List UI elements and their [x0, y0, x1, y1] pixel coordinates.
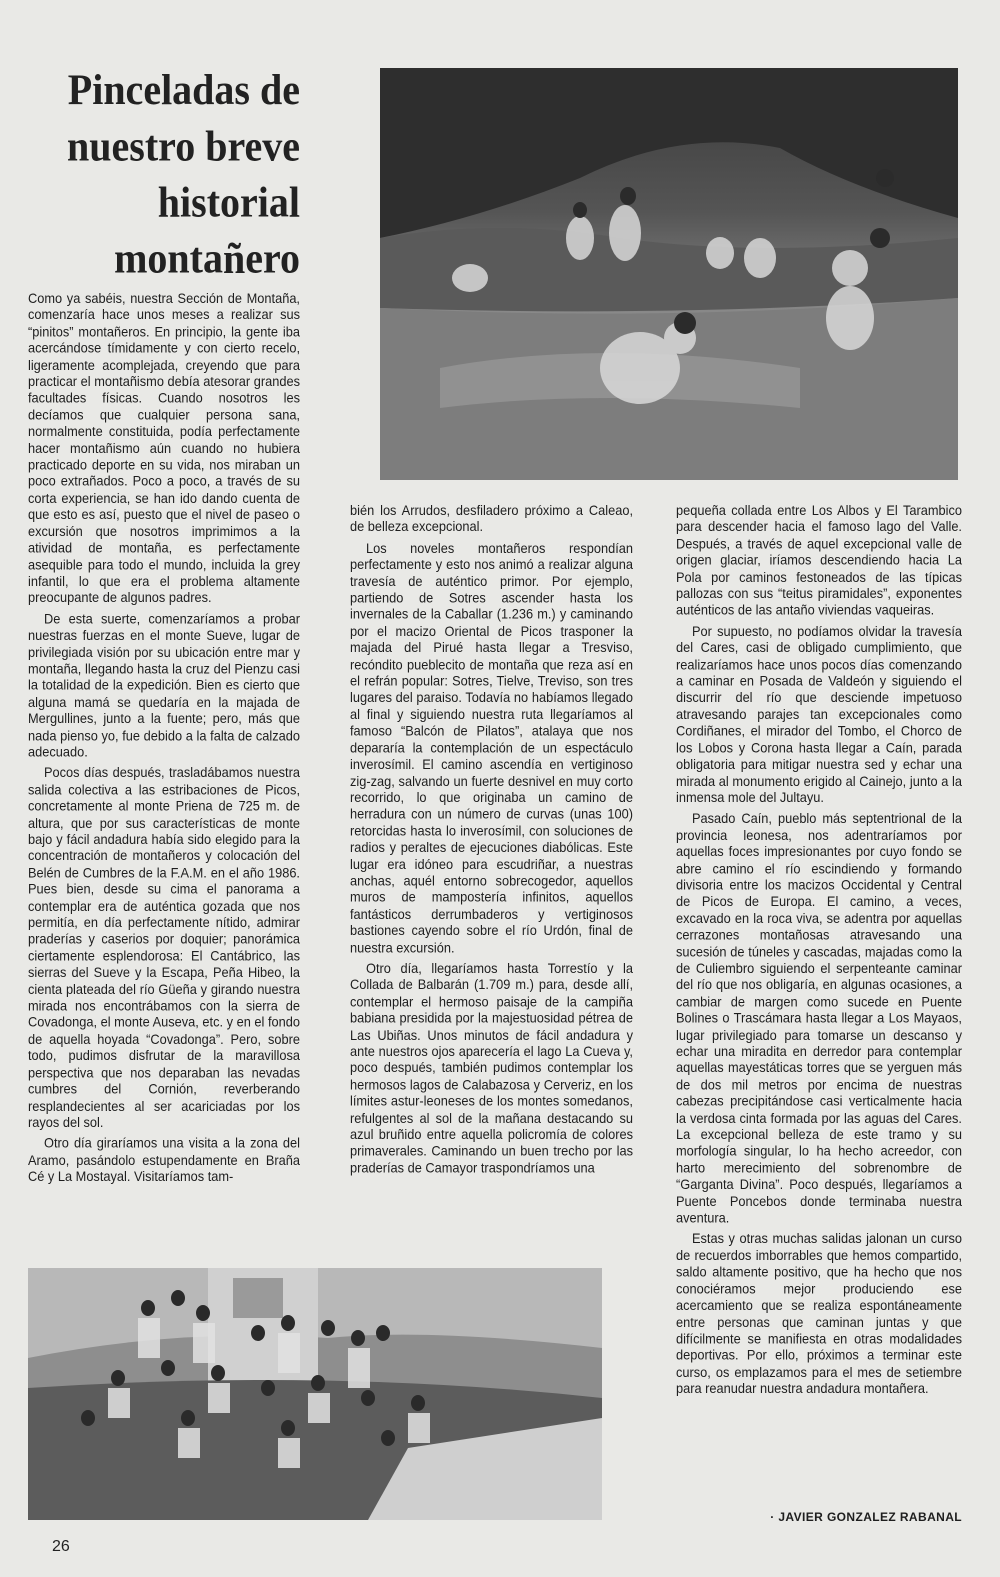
paragraph: Otro día, llegaríamos hasta Torrestío y la Collada de Balbarán (1.709 m.) para, desde allí, contemplar el hermoso paisaje de la campiña babiana presidida por la majestuosidad pétrea de Las Ubiñas. Unos minutos de fácil andadura y ante nuestros ojos aparecería el lago La Cueva y, poco después, también pudimos contemplar los hermosos lagos de Calabazosa y Cerveriz, en los límites astur-leoneses de los montes somedanos, refulgentes al sol de la mañana destacando su azul bruñido entre aquella policromía de colores primaverales. Caminando un buen trecho por las praderías de Camayor traspondríamos una: [350, 959, 633, 1176]
author-byline: · JAVIER GONZALEZ RABANAL: [770, 1510, 962, 1524]
paragraph: Los noveles montañeros respondían perfectamente y esto nos animó a realizar alguna travesía de auténtico primor. Por ejemplo, partiendo de Sotres ascender hasta los invernales de la Caballar (1.236 m.) y caminando por el macizo Oriental de Picos trasponer la majada del Pirué hasta llegar a Tresviso, recóndito pueblecito de montaña que reza así en el refrán popular: Sotres, Tielve, Treviso, son tres lugares del paraiso. Todavía no habíamos llegado al final y siguiendo nuestra ruta llegaríamos al famoso “Balcón de Pilatos”, atalaya que nos depararía la contemplación de un espectáculo inverosímil. El camino ascendía en vertiginoso zig-zag, salvando un fuerte desnivel en muy corto recorrido, lo que originaba un camino de herradura con un número de curvas (unas 100) retorcidas hasta lo inverosímil, con soluciones de radios y peraltes de ejecuciones diabólicas. Este lugar era idóneo para escudriñar, a nuestras anchas, aquél entorno sobrecogedor, aquellos muros de mampostería infinitos, aquellos fantásticos derrumbaderos y vertiginosos bastiones cayendo sobre el río Urdón, final de nuestra excursión.: [350, 539, 633, 956]
paragraph: Estas y otras muchas salidas jalonan un curso de recuerdos imborrables que hemos compartido, saldo altamente positivo, que ha hecho que nos conociéramos mejor produciendo ese acercamiento que se realiza espontáneamente entre personas que caminan juntas y que difícilmente se manifiesta en otras modalidades deportivas. Por ello, próximos a terminar este curso, os emplazamos para el mes de setiembre para reanudar nuestra andadura montañera.: [676, 1230, 962, 1397]
paragraph: Otro día giraríamos una visita a la zona del Aramo, pasándolo estupendamente en Braña Cé y La Mostayal. Visitaríamos tam-: [28, 1134, 300, 1185]
paragraph: Por supuesto, no podíamos olvidar la travesía del Cares, casi de obligado cumplimiento, que realizaríamos hace unos pocos días comenzando a caminar en Posada de Valdeón y siguiendo el discurrir del río que desciende impetuoso atravesando parajes tan excepcionales como Cordiñanes, el mirador del Tombo, el Chorco de los Lobos y Corona hasta llegar a Caín, parada obligatoria para mitigar nuestra sed y echar una mirada al monumento erigido al Cainejo, junto a la inmensa mole del Jultayu.: [676, 622, 962, 806]
page-number: 26: [52, 1538, 70, 1555]
paragraph: bién los Arrudos, desfiladero próximo a Caleao, de belleza excepcional.: [350, 502, 633, 535]
article-title: Pinceladas de nuestro breve historial montañero: [67, 65, 300, 283]
paragraph: Pasado Caín, pueblo más septentrional de la provincia leonesa, nos adentraríamos por aquellas foces impresionantes por cuyo fondo se abre camino el río escindiendo y formando divisoria entre los macizos Occidental y Central de Picos de Europa. El camino, a veces, excavado en la roca viva, se adentra por aquellas cerrazones montañosas atravesando una sucesión de túneles y cascadas, majadas como la de Culiembro siguiendo el serpenteante caminar del río que nos obligaría, en algunas ocasiones, a cambiar de margen como sucede en Puente Bolines o Trascámara hasta llegar a Los Mayaos, lugar privilegiado para tomarse un descanso y echar una miradita en derredor para contemplar aquellas mayestáticas torres que se yerguen más de dos mil metros por encima de nuestras cabezas precipitándose casi verticalmente hacia la verdosa cinta formada por las aguas del Cares. La excepcional belleza de este tramo y su morfología singular, lo ha hecho acreedor, con harto merecimiento del sobrenombre de “Garganta Divina”. Poco después, llegaríamos a Puente Poncebos donde terminaba nuestra aventura.: [676, 810, 962, 1226]
column-2: [350, 502, 633, 1181]
column-1: [28, 290, 300, 1189]
paragraph: Como ya sabéis, nuestra Sección de Montaña, comenzaría hace unos meses a realizar sus “pinitos” montañeros. En principio, la gente iba acercándose tímidamente y con cierto recelo, ligeramente acomplejada, creyendo que para practicar el montañismo debía atesorar grandes facultades físicas. Cuando nosotros les decíamos que cualquier persona sana, normalmente constituida, podía perfectamente hacer montañismo aún cuando no hubiera practicado deporte en su vida, nos miraban un poco extrañados. Poco a poco, a través de su corta experiencia, se han ido dando cuenta de que esto es así, puesto que el nivel de paseo o excursión que nosotros imprimimos a la atividad de montaña, es perfectamente asequible para todo el mundo, incluida la grey infantil, lo que era el problema altamente preocupante de algunos padres.: [28, 290, 300, 606]
photo-group-resting-hillside: [380, 68, 958, 480]
paragraph: Pocos días después, trasladábamos nuestra salida colectiva a las estribaciones de Picos, concretamente al monte Priena de 725 m. de altura, que por sus características de monte bajo y fácil andadura había sido elegido para la concentración de montañeros y colocación del Belén de Cumbres de la F.A.M. en el año 1986. Pues bien, desde su cima el panorama a contemplar era de auténtica gozada que nos permitía, en día perfectamente nítido, admirar praderías y caserios por doquier; panorámica ciertamente esplendorosa: El Cantábrico, las sierras del Sueve y la Escapa, Peña Hibeo, la cienta plateada del río Güeña y girando nuestra mirada nos encontrábamos con la sierra de Covadonga, el monte Auseva, etc. y en el fondo de aquella hoyada “Covadonga”. Pero, sobre todo, pudimos disfrutar de la maravillosa perspectiva que nos deparaban las nevadas cumbres del Cornión, reverberando resplandecientes al ser acariciadas por los rayos del sol.: [28, 764, 300, 1131]
column-3: [676, 502, 962, 1401]
paragraph: pequeña collada entre Los Albos y El Tarambico para descender hacia el famoso lago del Valle. Después, a través de aquel excepcional valle de origen glaciar, iríamos descendiendo hacia La Pola por caminos festoneados de las típicas pallozas con sus “teitus piramidales”, exponentes auténticos de las antaño viviendas vaqueiras.: [676, 502, 962, 619]
photo-group-portrait-monument: [28, 1268, 602, 1520]
paragraph: De esta suerte, comenzaríamos a probar nuestras fuerzas en el monte Sueve, lugar de privilegiada visión por su ubicación entre mar y montaña, llegando hasta la cruz del Pienzu casi la totalidad de la expedición. Bien es cierto que alguna mamá se quedaría en la majada de Mergullines, junto a la fuente; pero, más que nada pienso yo, fue debido a la falta de calzado adecuado.: [28, 610, 300, 760]
